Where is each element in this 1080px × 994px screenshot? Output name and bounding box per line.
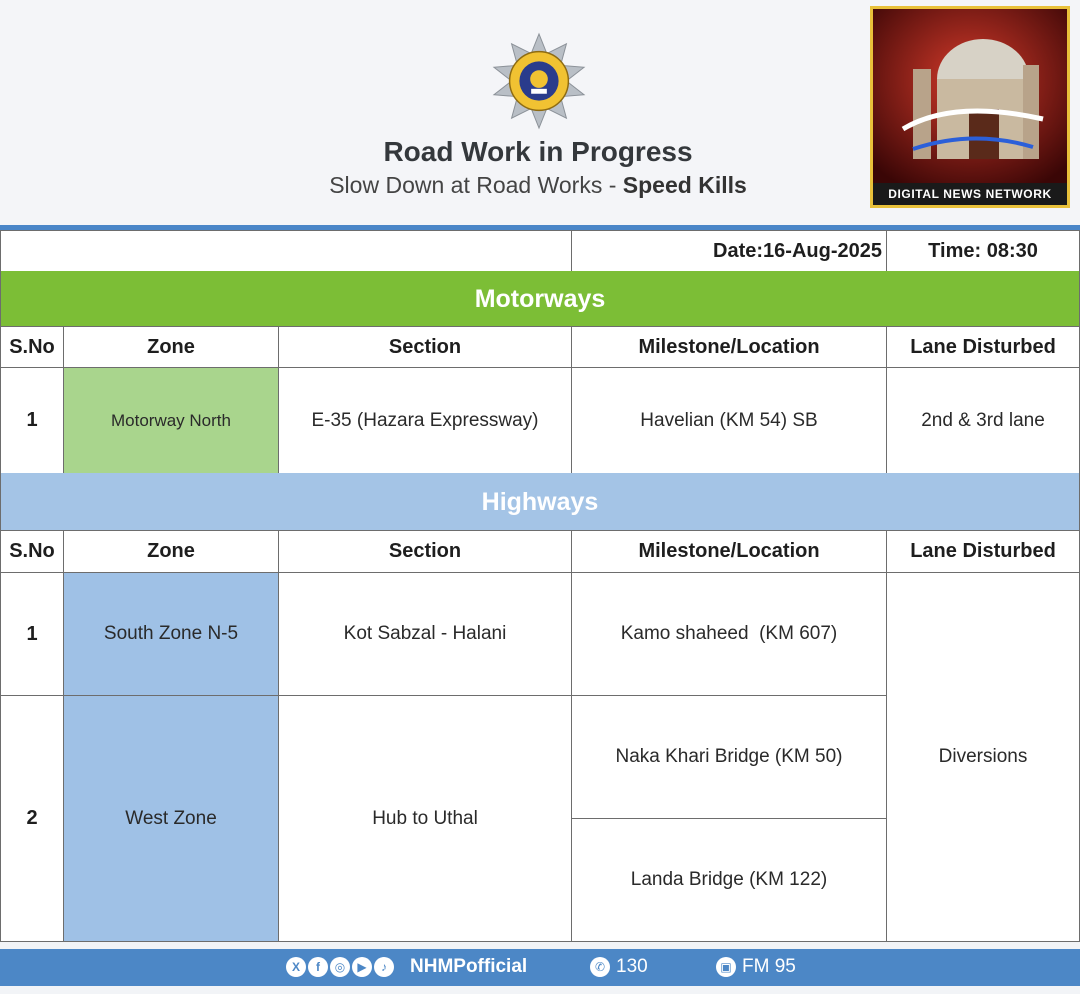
news-network-logo [870, 6, 1070, 208]
radio-station [716, 956, 796, 978]
radio-frequency: FM 95 [742, 956, 796, 977]
subtitle-main: Slow Down at Road Works - [329, 172, 617, 198]
helpline [590, 956, 648, 978]
highway-lane-disturbed: Diversions [886, 572, 1080, 942]
logo-caption: DIGITAL NEWS NETWORK [873, 183, 1067, 205]
hw-col-location-header: Milestone/Location [571, 530, 887, 573]
motorway-row-section: E-35 (Hazara Expressway) [278, 367, 572, 474]
x-icon[interactable]: X [286, 957, 306, 977]
motorway-row-zone: Motorway North [63, 367, 279, 474]
page-header [0, 0, 1080, 226]
motorways-band: Motorways [0, 271, 1080, 327]
time-cell: Time: 08:30 [886, 230, 1080, 272]
hw-col-section-header: Section [278, 530, 572, 573]
date-cell: Date:16-Aug-2025 [571, 230, 887, 272]
highway-row-2-sno: 2 [0, 695, 64, 942]
highway-row-2-zone: West Zone [63, 695, 279, 942]
phone-icon: ✆ [590, 957, 610, 977]
radio-icon: ▣ [716, 957, 736, 977]
hw-col-zone-header: Zone [63, 530, 279, 573]
highway-row-1-location: Kamo shaheed (KM 607) [571, 572, 887, 696]
date-row-spacer [0, 230, 572, 272]
youtube-icon[interactable]: ▶ [352, 957, 372, 977]
page-title: Road Work in Progress [383, 136, 693, 167]
motorway-row-lane: 2nd & 3rd lane [886, 367, 1080, 474]
social-icons [286, 957, 396, 977]
shrine-logo-icon [873, 9, 1067, 185]
col-sno-header: S.No [0, 326, 64, 368]
col-section-header: Section [278, 326, 572, 368]
roadwork-table [0, 230, 1080, 942]
highway-row-1-zone: South Zone N-5 [63, 572, 279, 696]
hw-col-lane-header: Lane Disturbed [886, 530, 1080, 573]
highway-row-1-sno: 1 [0, 572, 64, 696]
motorway-row-location: Havelian (KM 54) SB [571, 367, 887, 474]
instagram-icon[interactable]: ◎ [330, 957, 350, 977]
highway-row-2-section: Hub to Uthal [278, 695, 572, 942]
highway-row-1-section: Kot Sabzal - Halani [278, 572, 572, 696]
highways-band: Highways [0, 473, 1080, 531]
tiktok-icon[interactable]: ♪ [374, 957, 394, 977]
hw-col-sno-header: S.No [0, 530, 64, 573]
col-zone-header: Zone [63, 326, 279, 368]
highway-row-2-location-1: Naka Khari Bridge (KM 50) [571, 695, 887, 819]
motorway-row-sno: 1 [0, 367, 64, 474]
col-location-header: Milestone/Location [571, 326, 887, 368]
highway-row-2-location-2: Landa Bridge (KM 122) [571, 818, 887, 942]
col-lane-header: Lane Disturbed [886, 326, 1080, 368]
subtitle-strong: Speed Kills [622, 172, 747, 198]
helpline-number: 130 [616, 956, 648, 977]
social-handle[interactable]: NHMPofficial [410, 956, 528, 977]
facebook-icon[interactable]: f [308, 957, 328, 977]
nhmp-badge-icon [490, 32, 588, 130]
footer-bar [0, 949, 1080, 986]
